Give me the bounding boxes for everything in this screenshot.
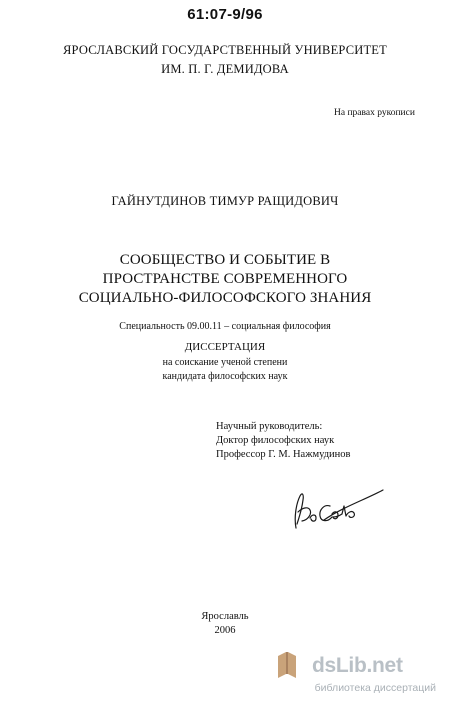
supervisor-label: Научный руководитель: xyxy=(216,421,323,432)
watermark xyxy=(276,652,444,698)
specialty-line: Специальность 09.00.11 – социальная философия xyxy=(119,321,331,332)
handwritten-signature xyxy=(286,484,386,532)
title-line-1: СООБЩЕСТВО И СОБЫТИЕ В xyxy=(119,252,331,268)
dissertation-label: ДИССЕРТАЦИЯ xyxy=(184,341,266,353)
publication-city: Ярославль xyxy=(201,611,249,622)
catalog-code: 61:07-9/96 xyxy=(187,6,263,23)
manuscript-rights-note: На правах рукописи xyxy=(334,108,415,118)
university-dedication: ИМ. П. Г. ДЕМИДОВА xyxy=(161,62,289,76)
university-name: ЯРОСЛАВСКИЙ ГОСУДАРСТВЕННЫЙ УНИВЕРСИТЕТ xyxy=(63,43,387,57)
title-line-3: СОЦИАЛЬНО-ФИЛОСОФСКОГО ЗНАНИЯ xyxy=(78,290,372,306)
degree-line-1: на соискание ученой степени xyxy=(162,357,288,368)
watermark-subtitle: библиотека диссертаций xyxy=(314,682,436,694)
title-line-2: ПРОСТРАНСТВЕ СОВРЕМЕННОГО xyxy=(102,271,348,287)
supervisor-name: Профессор Г. М. Нажмудинов xyxy=(216,449,351,460)
degree-line-2: кандидата философских наук xyxy=(162,371,288,382)
supervisor-degree: Доктор философских наук xyxy=(216,435,335,446)
publication-year: 2006 xyxy=(214,625,236,636)
watermark-site-name: dsLib.net xyxy=(312,654,403,677)
book-icon xyxy=(276,652,298,680)
author-name: ГАЙНУТДИНОВ ТИМУР РАЩИДОВИЧ xyxy=(111,194,339,208)
